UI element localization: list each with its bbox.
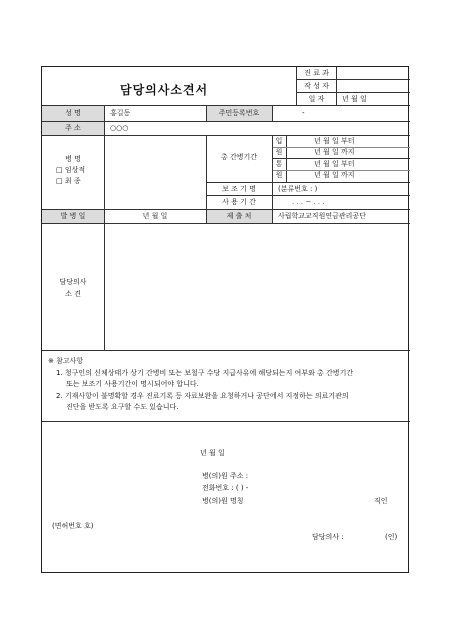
period-row-1: 년 월 일 부터 (314, 137, 355, 145)
hospital-phone: 전화번호 : ( ) - (202, 484, 249, 492)
period-row-2: 년 월 일 까지 (314, 148, 355, 156)
doctor-seal: (인) (385, 533, 398, 541)
form-title: 담당의사소견서 (120, 83, 209, 97)
period-row-3: 년 월 일 부터 (314, 160, 355, 168)
approval-date-value: 년 월 일 (342, 95, 367, 103)
opinion-label-2: 소 견 (65, 290, 81, 298)
period-tag-2: 원 (275, 148, 283, 156)
license-number: (면허번호 호) (52, 522, 94, 530)
onset-label: 발 병 일 (60, 212, 86, 220)
doctor-signature-label: 담당의사 : (312, 533, 344, 541)
use-period-label: 사 용 기 간 (222, 198, 256, 206)
hospital-name: 병(의)원 명칭 (202, 497, 244, 505)
hospital-address: 병(의)원 주소 : (202, 472, 249, 480)
approval-writer-label: 작 성 자 (304, 82, 329, 90)
address-label: 주 소 (65, 124, 81, 132)
approval-date-label: 일 자 (308, 95, 325, 103)
rrn-value: - (302, 109, 305, 117)
device-label: 보 조 기 명 (222, 185, 256, 193)
use-period-value: . . . ~ . . . (292, 198, 325, 206)
disease-label: 병 명 (65, 155, 81, 163)
opinion-textarea[interactable] (105, 224, 409, 350)
note-2-line-2: 진단을 받도록 요구할 수도 있습니다. (66, 403, 179, 411)
name-label: 성 명 (65, 109, 81, 117)
period-tag-1: 입 (275, 137, 283, 145)
approval-dept-label: 진 료 과 (304, 69, 329, 77)
address-value: ○○○ (110, 124, 129, 132)
disease-option-clinical: □ 임상적 (56, 166, 86, 174)
notes-heading: ※ 참고사항 (48, 357, 84, 365)
device-value: (분류번호 : ) (278, 185, 318, 193)
period-row-4: 년 월 일 까지 (314, 171, 355, 179)
name-value: 홍길동 (110, 109, 131, 117)
note-1-line-2: 또는 보조기 사용기간이 명시되어야 합니다. (66, 380, 199, 388)
opinion-form (41, 66, 409, 573)
disease-option-final: □ 최 종 (56, 177, 81, 185)
submit-to-label: 제 출 처 (226, 212, 252, 220)
hospital-seal: 직인 (374, 497, 388, 505)
period-tag-4: 원 (275, 171, 283, 179)
opinion-label-1: 담당의사 (59, 278, 87, 286)
onset-value: 년 월 일 (142, 212, 168, 220)
rrn-label: 주민등록번호 (218, 109, 260, 117)
note-2-line-1: 2. 기재사항이 불명확할 경우 진료기록 등 자료보완을 요청하거나 공단에서 지정하는 의료기관의 (56, 392, 349, 400)
note-1-line-1: 1. 청구인의 신체상태가 상기 간병비 또는 보철구 수당 지급사유에 해당되는지 여부와 총 간병기간 (56, 369, 354, 377)
care-period-label: 총 간병기간 (220, 153, 258, 161)
footer-date: 년 월 일 (200, 449, 225, 457)
submit-to-value: 사립학교교직원연금관리공단 (278, 212, 366, 220)
period-tag-3: 통 (275, 160, 283, 168)
